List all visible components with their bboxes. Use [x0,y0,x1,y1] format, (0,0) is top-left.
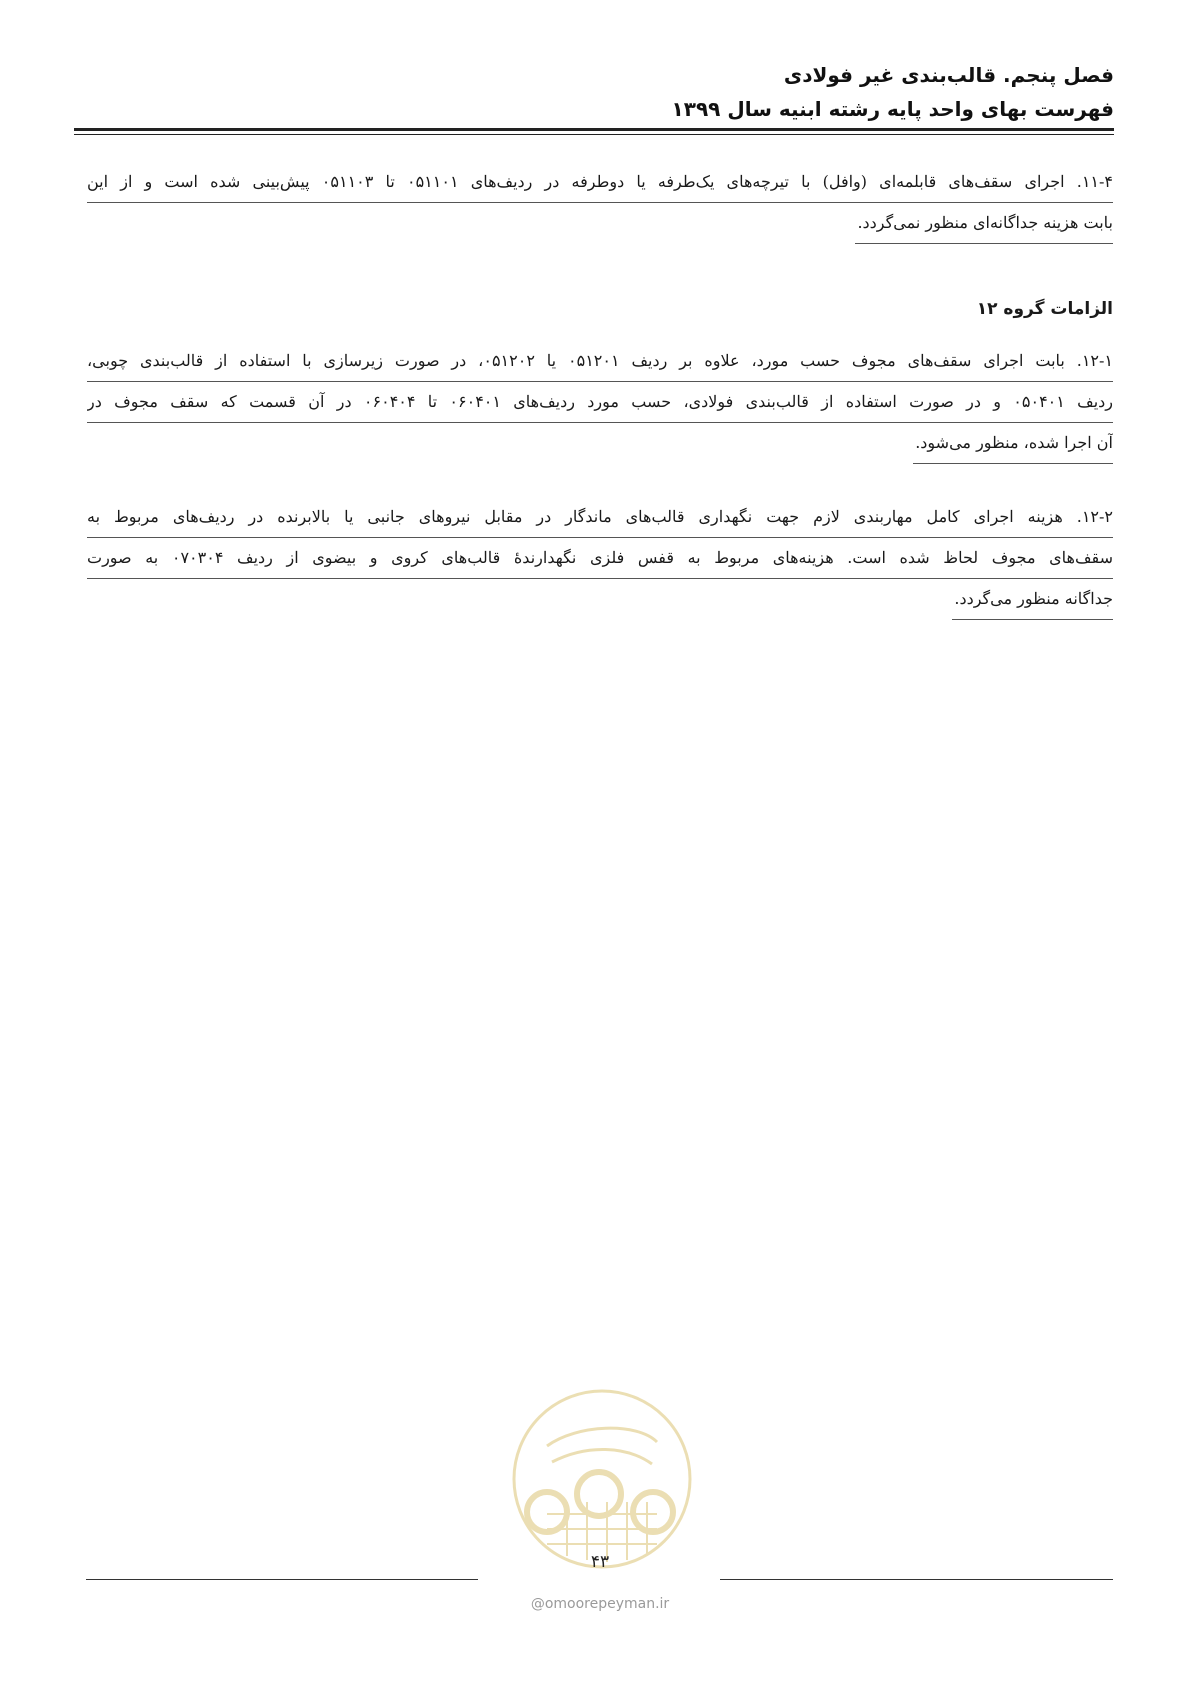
website-watermark: @omoorepeyman.ir [530,1596,670,1612]
page-header [74,58,1114,126]
watermark-logo-icon [507,1384,697,1574]
paragraph-line: ۱۲-۲. هزینه اجرای کامل مهاربندی لازم جهت نگهداری قالب‌های ماندگار در مقابل نیروهای جانبی یا بالابرنده در ردیف‌های مربوط به [87,497,1113,538]
page-number: ۴۳ [590,1552,610,1572]
footer-rule [720,1579,1113,1580]
paragraph-11-4 [87,162,1113,259]
paragraph-line: ۱۱-۴. اجرای سقف‌های قابلمه‌ای (وافل) با تیرچه‌های یک‌طرفه یا دوطرفه در ردیف‌های ۰۵۱۱۰۱ تا ۰۵۱۱۰۳ پیش‌بینی شده است و از این [87,162,1113,203]
paragraph-line: ردیف ۰۵۰۴۰۱ و در صورت استفاده از قالب‌بندی فولادی، حسب مورد ردیف‌های ۰۶۰۴۰۱ تا ۰۶۰۴۰۴ در آن قسمت که سقف مجوف در [87,382,1113,423]
paragraph-line: ۱۲-۱. بابت اجرای سقف‌های مجوف حسب مورد، علاوه بر ردیف ۰۵۱۲۰۱ یا ۰۵۱۲۰۲، در صورت زیرسازی با استفاده از قالب‌بندی چوبی، [87,341,1113,382]
footer-rule [86,1579,478,1580]
header-rule-thick [74,128,1114,131]
paragraph-line: بابت هزینه جداگانه‌ای منظور نمی‌گردد. [855,203,1113,244]
document-title: فهرست بهای واحد پایه رشته ابنیه سال ۱۳۹۹ [671,97,1114,121]
header-rule-thin [74,134,1114,135]
paragraph-line: سقف‌های مجوف لحاظ شده است. هزینه‌های مربوط به قفس فلزی نگهدارندهٔ قالب‌های کروی و بیضوی از ردیف ۰۷۰۳۰۴ به صورت [87,538,1113,579]
page-content [87,162,1113,653]
section-heading: الزامات گروه ۱۲ [976,299,1113,319]
paragraph-line: جداگانه منظور می‌گردد. [952,579,1113,620]
chapter-title: فصل پنجم. قالب‌بندی غیر فولادی [783,63,1114,87]
paragraph-12-2 [87,497,1113,635]
paragraph-12-1 [87,341,1113,479]
paragraph-line: آن اجرا شده، منظور می‌شود. [913,423,1113,464]
